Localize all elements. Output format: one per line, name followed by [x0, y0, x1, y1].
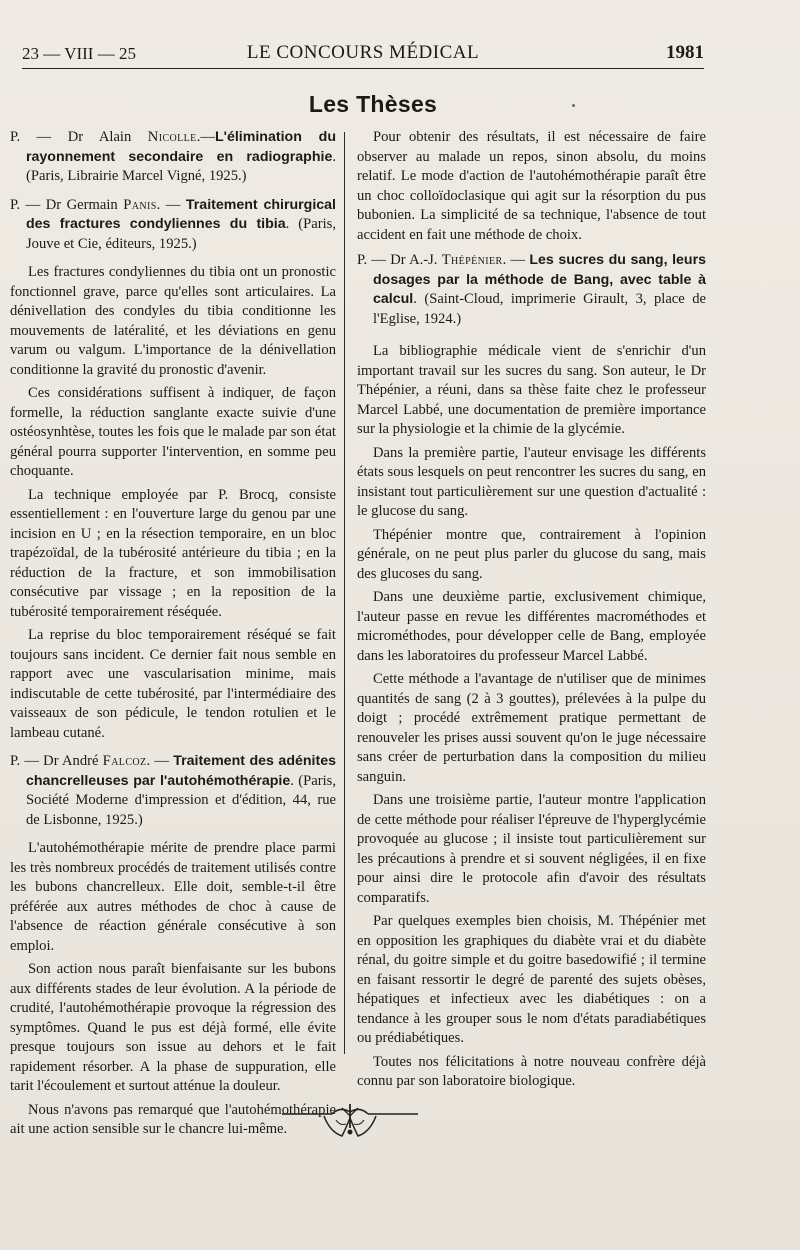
review-paragraph: Thépénier montre que, contrairement à l'opinion générale, on ne peut plus parler du glucose du sang, mais des glucoses du sang.	[357, 526, 706, 582]
section-title: Les Thèses	[308, 91, 438, 117]
entry-prefix: P. — Dr André	[10, 753, 103, 769]
review-paragraph: Dans une deuxième partie, exclusivement chimique, l'auteur passe en revue les différentes macrométhodes et microméthodes, pour développer celle de Bang, employée dans les laboratoires du professeur Marcel Labbé.	[357, 589, 706, 664]
right-column	[357, 128, 706, 1096]
review-paragraph: La technique employée par P. Brocq, consiste essentiellement : en l'ouverture large du genou par une incision en U ; en la résection temporaire, en un bloc trapézoïdal, de la tubérosité antérieure du tibia ; en la réduction de la fracture, et son immobilisation consécutive par vissage ; en la reposition de la tubérosité temporairement réséquée.	[10, 486, 336, 620]
review-paragraph: L'autohémothérapie mérite de prendre place parmi les très nombreux procédés de traitement utilisés contre les bubons chancrelleux. Elle doit, semble-t-il être préférée aux autres méthodes de choc à cause de l'absence de réaction générale consécutive à son emploi.	[10, 840, 336, 954]
review-paragraph: Son action nous paraît bienfaisante sur les bubons aux différents stades de leur évolution. A la période de crudité, l'autohémothérapie provoque la régression des symptômes. Quand le pus est déjà formé, elle évite presque toujours son issue au dehors et le fait rapidement résorber. A la phase de suppuration, elle tarit l'écoulement et surtout atténue la douleur.	[10, 961, 336, 1094]
review-paragraph: Dans la première partie, l'auteur envisage les différents états sous lesquels on peut rencontrer les sucres du sang, en insistant tout particulièrement sur une question d'actualité : le glucose du sang.	[357, 444, 706, 519]
entry-dash: . —	[156, 196, 186, 213]
issue-date: 23 — VIII — 25	[22, 44, 136, 63]
entry-dash: .—	[196, 129, 215, 145]
thesis-entry-falcoz	[10, 752, 336, 830]
review-paragraph: Dans une troisième partie, l'auteur montre l'application de cette méthode pour réaliser l'épreuve de l'hyperglycémie provoquée au glucose ; il insiste tout particulièrement sur les précautions à prendre et si souvent négligées, il en fixe pour ainsi dire le protocole afin d'avoir des résultats comparatifs.	[357, 792, 706, 906]
entry-author: Thépénier	[441, 252, 503, 268]
thesis-entry-thepenier	[357, 251, 706, 329]
entry-prefix: P. — Dr Germain	[10, 196, 124, 213]
entry-author: Nicolle	[147, 129, 197, 145]
entry-publisher: . (Paris, Librairie Marcel Vigné, 1925.)	[26, 148, 336, 184]
review-paragraph: Par quelques exemples bien choisis, M. Thépénier met en opposition les graphiques du diabète vrai et du diabète rénal, du goitre simple et du goitre basedowifié ; il termine en faisant ressortir le degré de parenté des sujets obèses, hépatiques et infectieux avec les diabétiques : on a tendance à les grouper sous le nom d'états paradiabétiques ou prédiabétiques.	[357, 913, 706, 1046]
thesis-entry-nicolle	[10, 128, 336, 187]
thesis-entry-panis	[10, 196, 336, 255]
review-paragraph: Pour obtenir des résultats, il est nécessaire de faire observer au malade un repos, sinon absolu, du moins relatif. Le mode d'action de l'autohémothérapie paraît être un choc colloïdoclasique qui agit sur la résorption du pus bubonien. La simplicité de sa technique, l'absence de tout accident en fait une méthode de choix.	[357, 129, 706, 243]
running-header	[22, 42, 704, 69]
review-paragraph: Cette méthode a l'avantage de n'utiliser que de minimes quantités de sang (2 à 3 gouttes), prélevées à la pulpe du doigt ; procédé extrêmement pratique permettant de renouveler les prises aussi souvent qu'on le juge nécessaire sans créer de perturbation dans la composition du milieu sanguin.	[357, 671, 706, 785]
journal-title: LE CONCOURS MÉDICAL	[246, 42, 480, 63]
entry-publisher: . (Paris, Jouve et Cie, éditeurs, 1925.)	[26, 216, 336, 252]
entry-author: Falcoz	[102, 753, 147, 769]
review-paragraph: Nous n'avons pas remarqué que l'autohémothérapie ait une action sensible sur le chancre lui-même.	[10, 1101, 336, 1137]
paper-speck	[572, 104, 575, 107]
decorative-fleuron-icon	[280, 1102, 420, 1142]
left-column	[10, 128, 336, 1144]
entry-prefix: P. — Dr A.-J.	[357, 252, 442, 268]
entry-dash: . —	[502, 252, 530, 268]
entry-title: Traitement des adénites chancrelleuses par l'autohémothérapie	[26, 753, 336, 789]
review-paragraph: La reprise du bloc temporairement réséqué se fait toujours sans incident. Ce dernier fait nous semble en rapport avec une vascularisation minime, mais indiscutable de cette tubérosité, par l'intermédiaire des vaisseaux de son pédicule, le tendon rotulien et le lambeau cutané.	[10, 627, 336, 741]
review-paragraph: Toutes nos félicitations à notre nouveau confrère déjà connu par son laboratoire biologique.	[357, 1053, 706, 1089]
entry-title: Traitement chirurgical des fractures condyliennes du tibia	[26, 196, 336, 232]
entry-publisher: . (Saint-Cloud, imprimerie Girault, 3, place de l'Eglise, 1924.)	[373, 291, 706, 327]
entry-title: Les sucres du sang, leurs dosages par la méthode de Bang, avec table à calcul	[373, 252, 706, 307]
column-divider	[344, 132, 345, 1054]
page-number: 1981	[666, 42, 704, 63]
entry-prefix: P. — Dr Alain	[10, 129, 148, 145]
entry-author: Panis	[123, 196, 157, 213]
entry-dash: . —	[146, 753, 174, 769]
entry-title: L'élimination du rayonnement secondaire en radiographie	[26, 129, 336, 165]
review-paragraph: La bibliographie médicale vient de s'enrichir d'un important travail sur les sucres du sang. Son auteur, le Dr Thépénier, a réuni, dans sa thèse faite chez le professeur Marcel Labbé, une documentation de première importance sur la physiologie et la chimie de la glycémie.	[357, 343, 706, 437]
entry-publisher: . (Paris, Société Moderne d'impression et d'édition, 44, rue de Lisbonne, 1925.)	[26, 772, 336, 828]
review-paragraph: Ces considérations suffisent à indiquer, de façon formelle, la réduction sanglante exacte suivie d'une ostéosynhtèse, toutes les fois que le malade par son état général pourra supporter l'intervention, en somme peu choquante.	[10, 385, 336, 479]
review-paragraph: Les fractures condyliennes du tibia ont un pronostic fonctionnel grave, parce qu'elles sont articulaires. La dénivellation des condyles du tibia conditionne les mouvements de latéralité, et les déviations en genu varum ou valgum. L'importance de la dénivellation conditionne la gravité du pronostic d'avenir.	[10, 264, 336, 378]
